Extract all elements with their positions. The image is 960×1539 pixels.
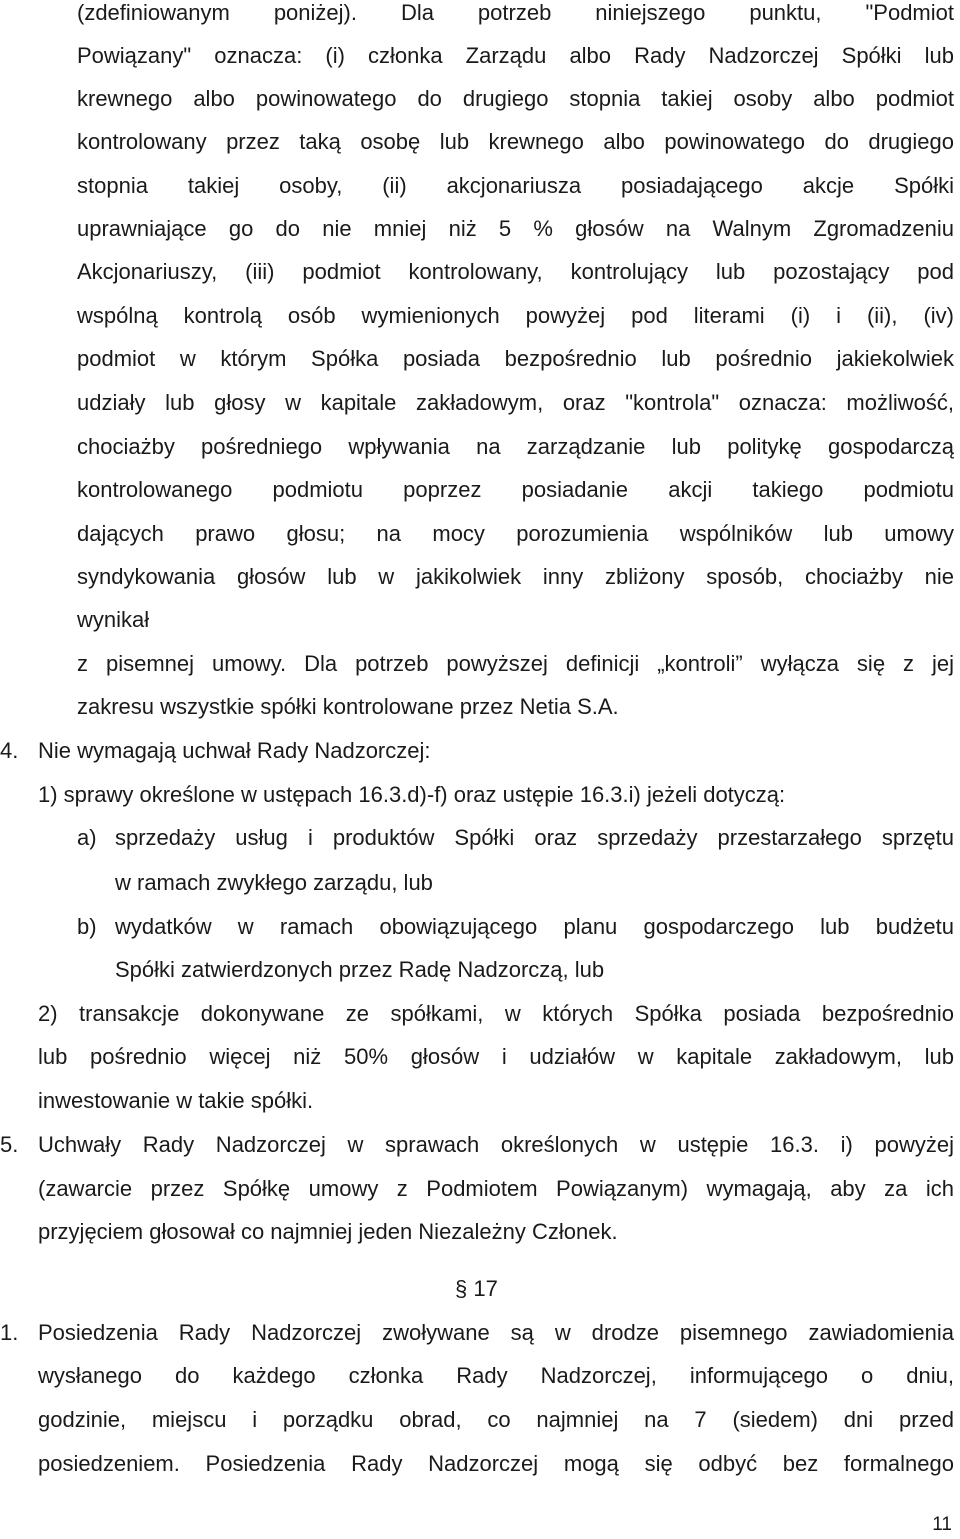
text-line: uprawniające go do nie mniej niż 5 % głosów na Walnym Zgromadzeniu	[77, 216, 954, 241]
text-line: Powiązany" oznacza: (i) członka Zarządu albo Rady Nadzorczej Spółki lub	[77, 43, 954, 68]
text-line: wysłanego do każdego członka Rady Nadzorczej, informującego o dniu,	[38, 1363, 954, 1388]
text-line: (zdefiniowanym poniżej). Dla potrzeb niniejszego punktu, "Podmiot	[77, 0, 954, 25]
text-line: syndykowania głosów lub w jakikolwiek inny zbliżony sposób, chociażby nie	[77, 564, 954, 589]
item-b-marker: b)	[77, 914, 97, 939]
text-line: (zawarcie przez Spółkę umowy z Podmiotem Powiązanym) wymagają, aby za ich	[38, 1176, 954, 1201]
list-item-2-line: inwestowanie w takie spółki.	[38, 1088, 314, 1113]
point-heading: Nie wymagają uchwał Rady Nadzorczej:	[38, 738, 431, 763]
text-line: wynikał	[77, 607, 150, 632]
text-line: kontrolowany przez taką osobę lub krewnego albo powinowatego do drugiego	[77, 129, 954, 154]
text-line: kontrolowanego podmiotu poprzez posiadanie akcji takiego podmiotu	[77, 477, 954, 502]
text-line: Akcjonariuszy, (iii) podmiot kontrolowany, kontrolujący lub pozostający pod	[77, 259, 954, 284]
text-line: z pisemnej umowy. Dla potrzeb powyższej definicji „kontroli” wyłącza się z jej	[77, 651, 954, 676]
point-number: 4.	[0, 738, 19, 763]
list-item-1: 1) sprawy określone w ustępach 16.3.d)-f) oraz ustępie 16.3.i) jeżeli dotyczą:	[38, 782, 786, 807]
text-line: przyjęciem głosował co najmniej jeden Niezależny Członek.	[38, 1219, 618, 1244]
item-b-line: wydatków w ramach obowiązującego planu gospodarczego lub budżetu	[115, 914, 954, 939]
text-line: krewnego albo powinowatego do drugiego stopnia takiej osoby albo podmiot	[77, 86, 954, 111]
point-number: 1.	[0, 1320, 19, 1345]
item-a-line: sprzedaży usług i produktów Spółki oraz sprzedaży przestarzałego sprzętu	[115, 825, 954, 850]
text-line: posiedzeniem. Posiedzenia Rady Nadzorczej mogą się odbyć bez formalnego	[38, 1451, 954, 1476]
text-line: zakresu wszystkie spółki kontrolowane przez Netia S.A.	[77, 694, 619, 719]
text-line: Uchwały Rady Nadzorczej w sprawach określonych w ustępie 16.3. i) powyżej	[38, 1132, 954, 1157]
text-line: stopnia takiej osoby, (ii) akcjonariusza posiadającego akcje Spółki	[77, 173, 954, 198]
text-line: wspólną kontrolą osób wymienionych powyżej pod literami (i) i (ii), (iv)	[77, 303, 954, 328]
point-number: 5.	[0, 1132, 19, 1157]
item-a-line: w ramach zwykłego zarządu, lub	[115, 870, 433, 895]
text-line: podmiot w którym Spółka posiada bezpośrednio lub pośrednio jakiekolwiek	[77, 346, 954, 371]
page-number: 11	[932, 1514, 952, 1535]
section-heading: § 17	[455, 1276, 498, 1301]
text-line: dających prawo głosu; na mocy porozumienia wspólników lub umowy	[77, 521, 954, 546]
text-line: godzinie, miejscu i porządku obrad, co najmniej na 7 (siedem) dni przed	[38, 1407, 954, 1432]
list-item-2-line: lub pośrednio więcej niż 50% głosów i udziałów w kapitale zakładowym, lub	[38, 1044, 954, 1069]
text-line: chociażby pośredniego wpływania na zarządzanie lub politykę gospodarczą	[77, 434, 954, 459]
item-a-marker: a)	[77, 825, 97, 850]
text-line: udziały lub głosy w kapitale zakładowym, oraz "kontrola" oznacza: możliwość,	[77, 390, 954, 415]
list-item-2-line: 2) transakcje dokonywane ze spółkami, w których Spółka posiada bezpośrednio	[38, 1001, 954, 1026]
text-line: Posiedzenia Rady Nadzorczej zwoływane są w drodze pisemnego zawiadomienia	[38, 1320, 954, 1345]
item-b-line: Spółki zatwierdzonych przez Radę Nadzorczą, lub	[115, 957, 605, 982]
